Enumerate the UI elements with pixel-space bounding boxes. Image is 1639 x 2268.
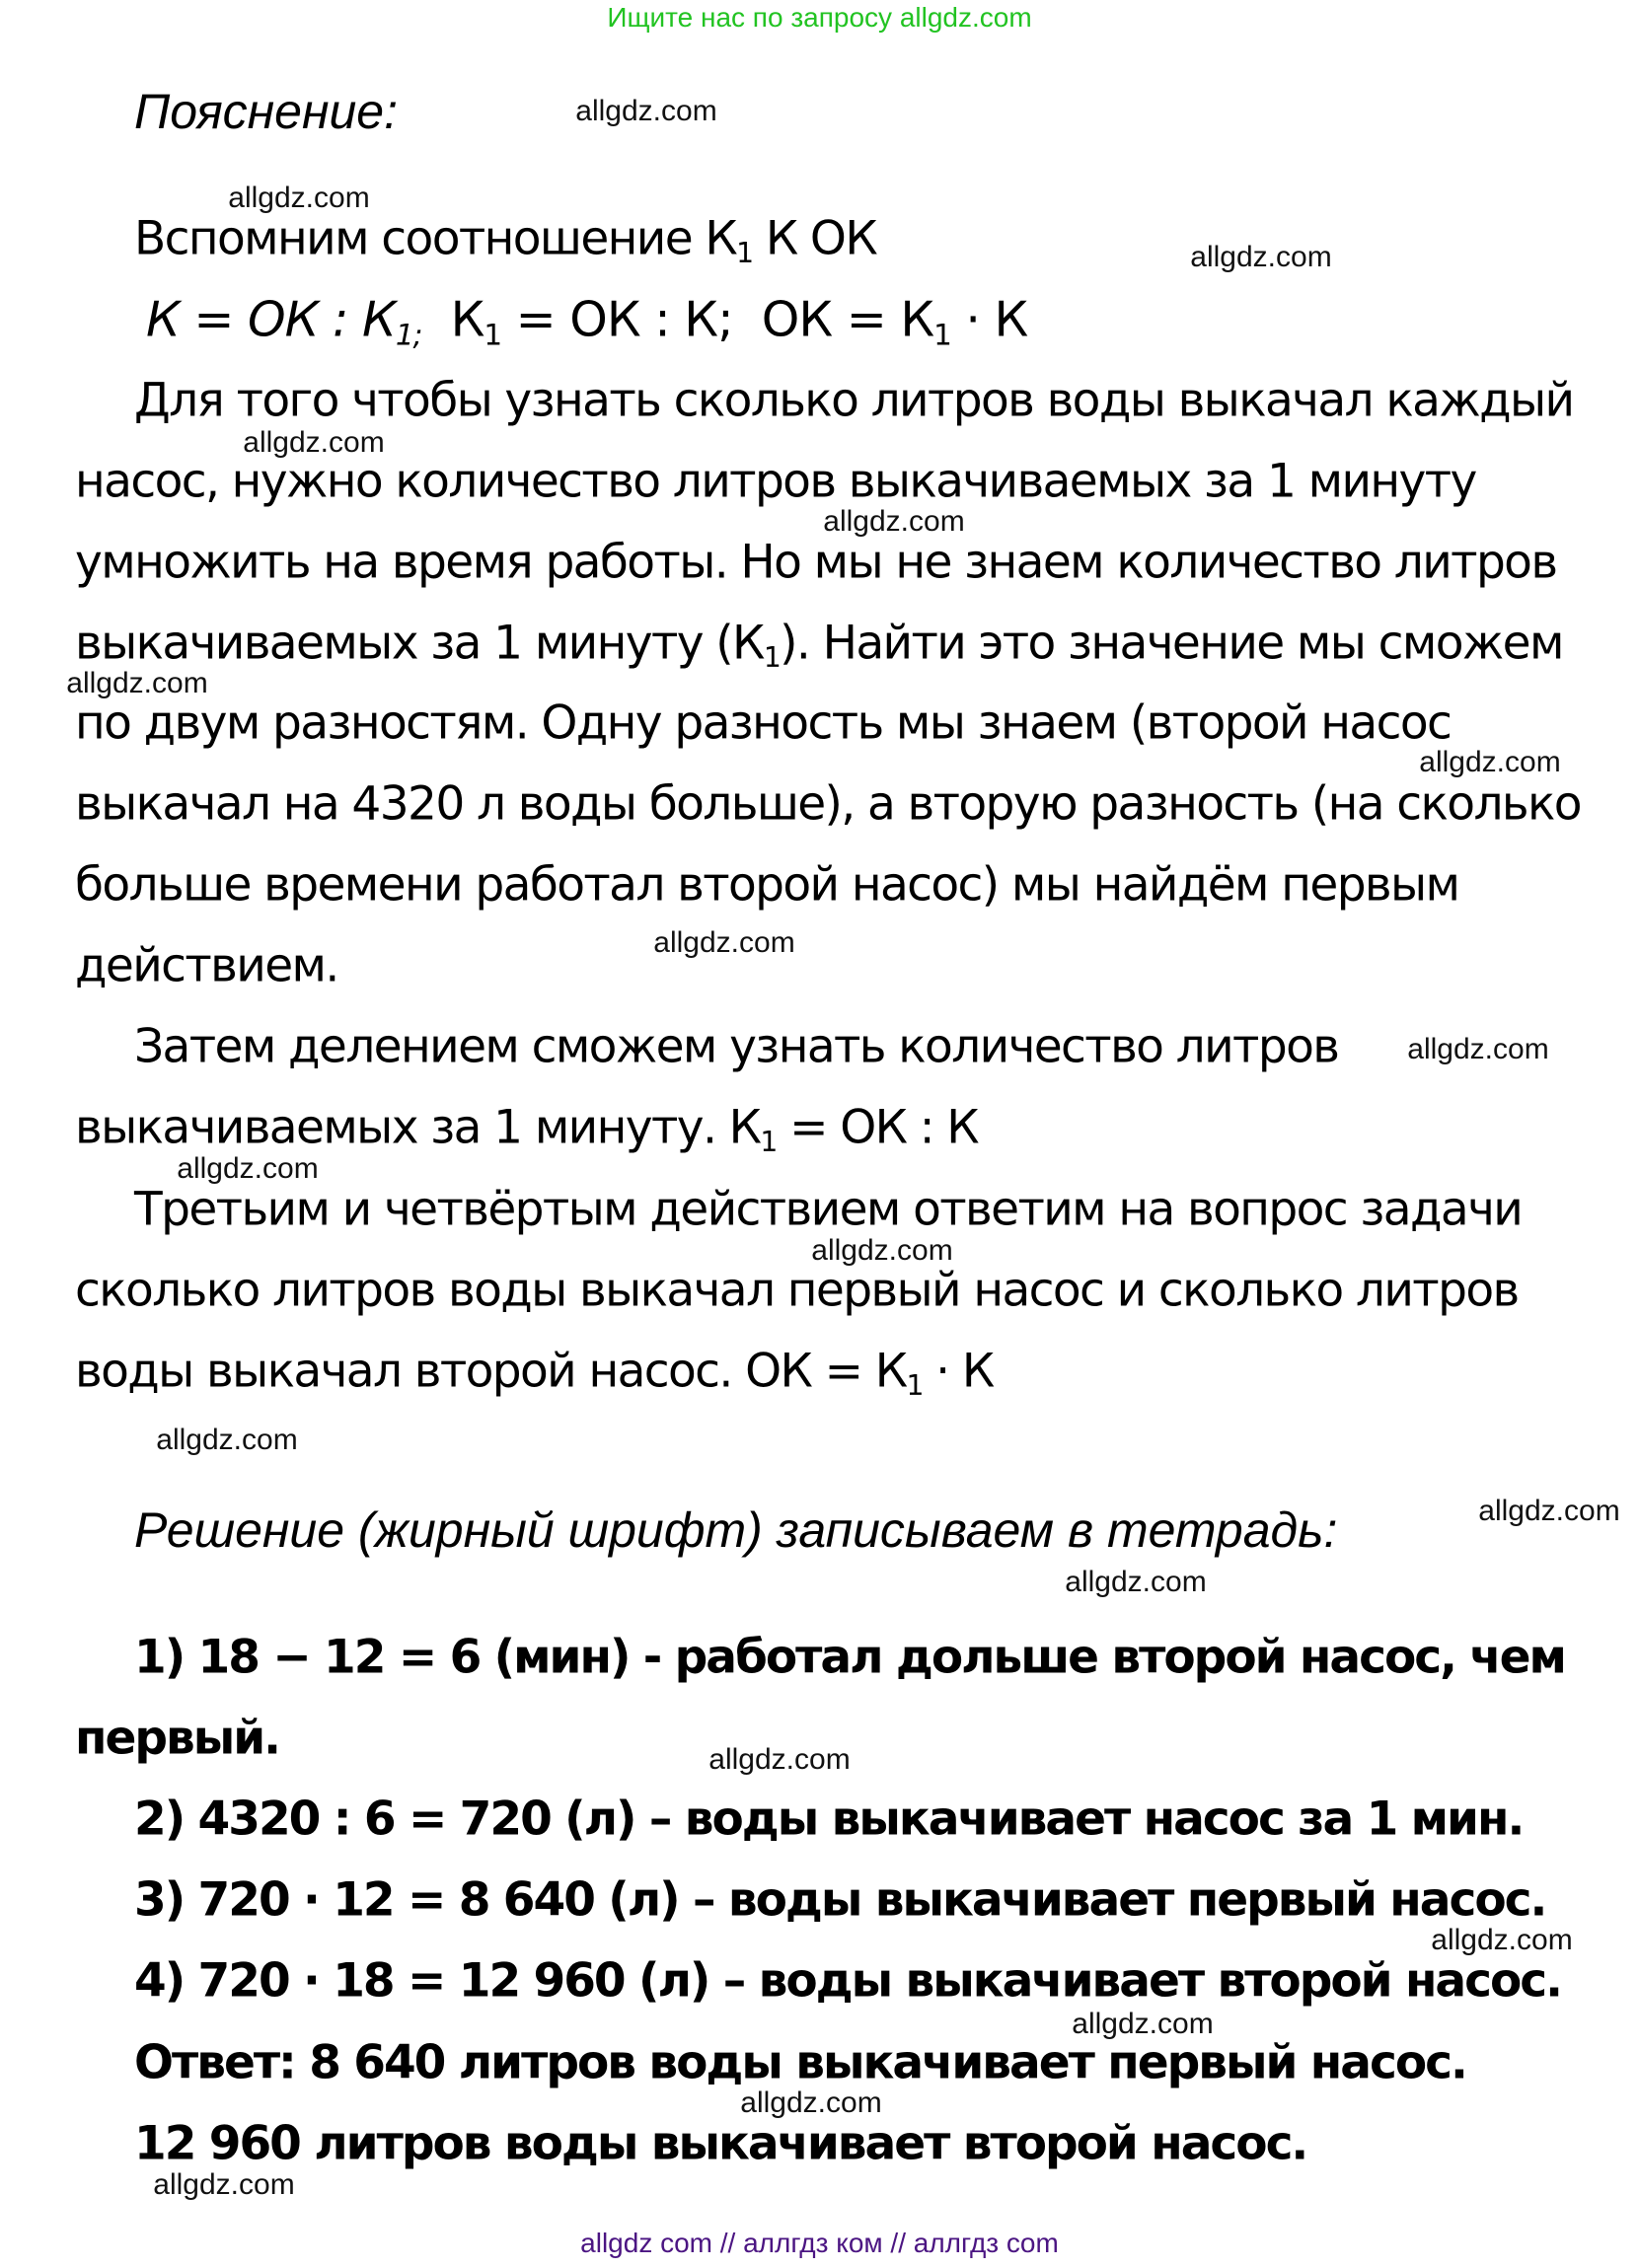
formula-ok-tail: · К (950, 291, 1028, 348)
explanation-line (75, 1344, 994, 1402)
explanation-title: Пояснение: (134, 84, 398, 139)
answer-line: Ответ: 8 640 литров воды выкачивает первый насос. (134, 2035, 1466, 2090)
watermark: allgdz.com (1190, 241, 1332, 273)
watermark: allgdz.com (653, 926, 795, 959)
watermark: allgdz.com (156, 1424, 298, 1456)
watermark: allgdz.com (1407, 1033, 1549, 1065)
watermark: allgdz.com (1065, 1566, 1207, 1598)
watermark: allgdz.com (66, 667, 208, 699)
explanation-line: по двум разностям. Одну разность мы знаем (второй насос (75, 695, 1452, 751)
explanation-line: насос, нужно количество литров выкачиваемых за 1 минуту (75, 454, 1476, 509)
watermark: allgdz.com (1072, 2008, 1214, 2040)
intro-tail: К ОК (752, 211, 877, 266)
subscript: 1 (484, 318, 502, 352)
explanation-line: умножить на время работы. Но мы не знаем количество литров (75, 535, 1557, 590)
watermark: allgdz.com (153, 2168, 295, 2201)
watermark: allgdz.com (575, 95, 717, 127)
line-tail: = ОК : К (776, 1100, 979, 1155)
search-banner: Ищите нас по запросу allgdz.com (607, 2, 1032, 33)
watermark: allgdz.com (1431, 1924, 1573, 1956)
watermark: allgdz.com (243, 426, 385, 459)
solution-step: 4) 720 · 18 = 12 960 (л) – воды выкачивает второй насос. (134, 1953, 1561, 2009)
solution-step: первый. (75, 1711, 280, 1766)
watermark: allgdz.com (177, 1152, 319, 1185)
footer-banner: allgdz com // аллгдз ком // аллгдз com (580, 2228, 1059, 2258)
subscript: 1 (906, 1368, 923, 1402)
explanation-line: Для того чтобы узнать сколько литров воды выкачал каждый (134, 373, 1574, 428)
formula-k1-tail: = ОК : К; (501, 291, 733, 348)
subscript: 1 (760, 1125, 777, 1158)
solution-step: 3) 720 · 12 = 8 640 (л) – воды выкачивает первый насос. (134, 1872, 1546, 1928)
formula-line (146, 291, 1028, 352)
solution-step: 1) 18 − 12 = 6 (мин) - работал дольше второй насос, чем (134, 1630, 1565, 1685)
watermark: allgdz.com (708, 1743, 851, 1776)
subscript: 1 (736, 236, 753, 269)
intro-line (134, 211, 877, 269)
explanation-line (75, 616, 1563, 674)
explanation-line: Затем делением сможем узнать количество литров (134, 1019, 1339, 1074)
line-tail: · К (922, 1344, 994, 1399)
solution-step: 2) 4320 : 6 = 720 (л) – воды выкачивает насос за 1 мин. (134, 1792, 1524, 1847)
watermark: allgdz.com (811, 1234, 953, 1267)
watermark: allgdz.com (1478, 1495, 1620, 1527)
formula-k: К = ОК : К (146, 291, 396, 348)
subscript: 1 (763, 640, 781, 674)
subscript: 1; (395, 318, 422, 352)
solution-title: Решение (жирный шрифт) записываем в тетрадь: (134, 1502, 1338, 1558)
explanation-line: больше времени работал второй насос) мы найдём первым (75, 857, 1459, 913)
watermark: allgdz.com (740, 2086, 882, 2119)
watermark: allgdz.com (1419, 746, 1561, 778)
line-text: воды выкачал второй насос. ОК = К (75, 1344, 907, 1399)
answer-line: 12 960 литров воды выкачивает второй насос. (134, 2116, 1307, 2171)
explanation-line: сколько литров воды выкачал первый насос и сколько литров (75, 1263, 1519, 1318)
explanation-line (75, 1100, 979, 1158)
explanation-line: Третьим и четвёртым действием ответим на вопрос задачи (134, 1182, 1523, 1237)
watermark: allgdz.com (823, 505, 965, 538)
line-text: выкачиваемых за 1 минуту (К (75, 616, 764, 671)
intro-text: Вспомним соотношение К (134, 211, 737, 266)
formula-k1: К (450, 291, 484, 348)
watermark: allgdz.com (228, 182, 370, 214)
line-text: выкачиваемых за 1 минуту. К (75, 1100, 761, 1155)
line-tail: ). Найти это значение мы сможем (780, 616, 1563, 671)
formula-ok: ОК = К (761, 291, 934, 348)
subscript: 1 (933, 318, 951, 352)
explanation-line: действием. (75, 938, 338, 993)
explanation-line: выкачал на 4320 л воды больше), а вторую разность (на сколько (75, 776, 1581, 832)
